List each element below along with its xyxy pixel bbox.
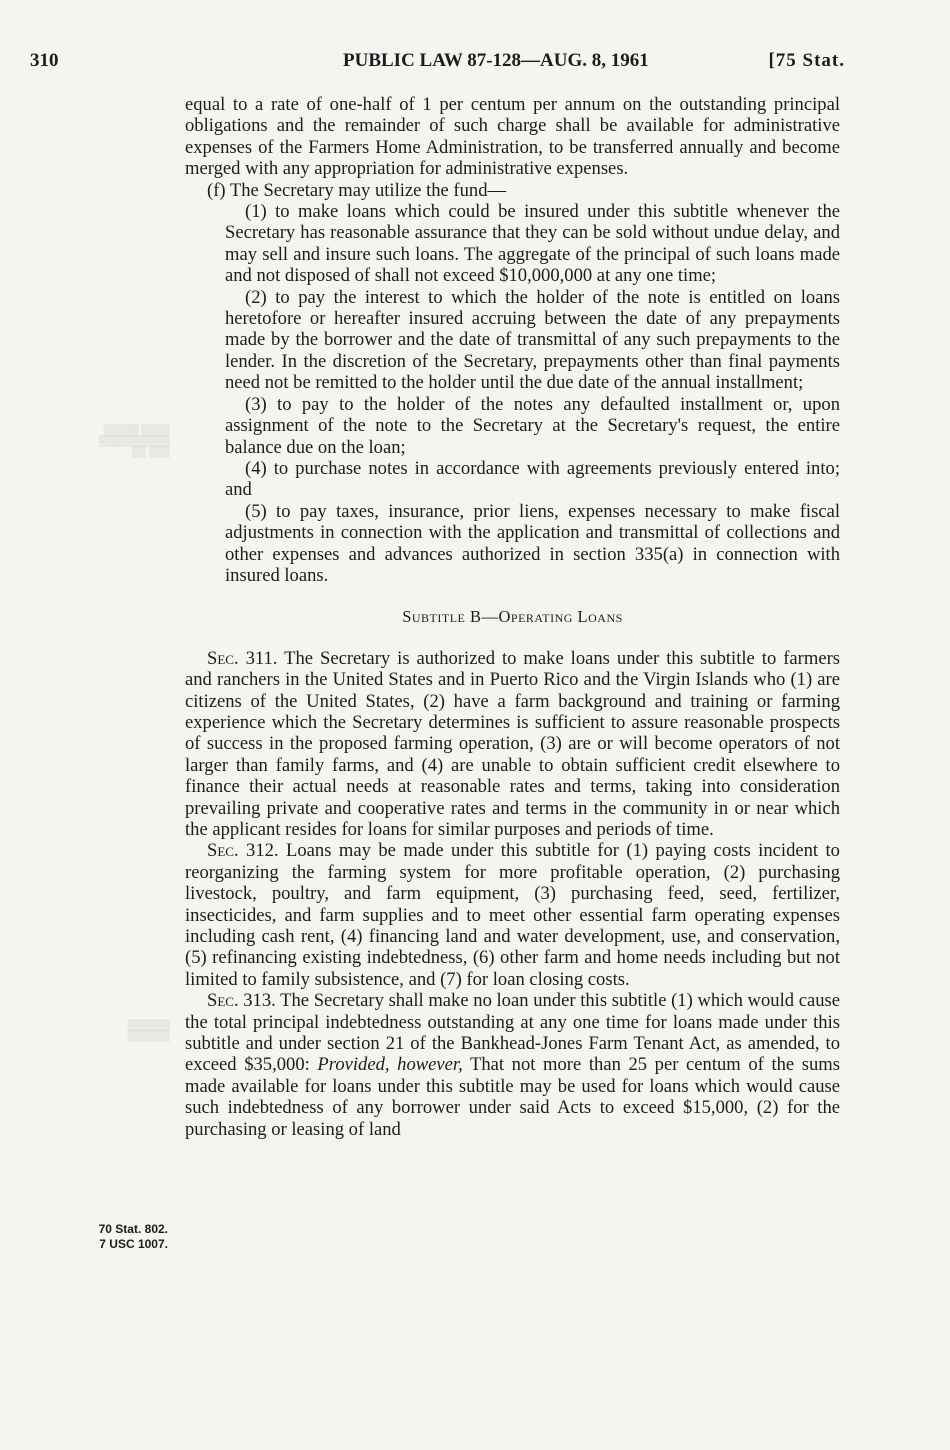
section-text: The Secretary shall make no loan under this subtitle (1) which would cause the total principal indebtedness outstanding at any one time for loans made under this subtitle and under section 21 of the Bankhead-Jones Farm Tenant Act, as amended, to exceed $35,000: <box>185 990 840 1076</box>
document-body <box>185 94 840 1140</box>
page-header <box>30 50 845 80</box>
section-label: Sec. 313. <box>207 990 276 1012</box>
margin-citation <box>38 1222 168 1252</box>
section-text: That not more than 25 per centum of the sums made available for loans under this subtitle may be used for loans which would cause such indebtedness of any borrower under said Acts to exceed $15,000, (2) for the purchasing or leasing of land <box>185 1054 840 1140</box>
section-text: The Secretary is authorized to make loans under this subtitle to farmers and ranchers in the United States and in Puerto Rico and the Virgin Islands who (1) are citizens of the United States, (2) have a farm background and training or farming experience which the Secretary determines is sufficient to assure reasonable prospects of success in the proposed farming operation, (3) are or will become operators of not larger than family farms, and (4) are unable to obtain sufficient credit elsewhere to finance their actual needs at reasonable rates and terms, taking into consideration prevailing private and cooperative rates and terms in the community in or near which the applicant resides for loans for similar purposes and periods of time. <box>185 647 841 840</box>
clause-2: (2) to pay the interest to which the holder of the note is entitled on loans heretofore or hereafter insured accruing between the date of any prepayments made by the borrower and the date of transmittal of any such prepayments to the lender. In the discretion of the Secretary, prepayments other than final payments need not be remitted to the holder until the due date of the annual installment; <box>225 286 840 394</box>
margin-citation-stat: 70 Stat. 802. <box>98 1222 168 1236</box>
paragraph-continuation: equal to a rate of one-half of 1 per centum per annum on the outstanding principal obligations and the remainder of such charge shall be available for administrative expenses of the Farmers Home Administration, to be transferred annually and become merged with any appropriation for administrative expenses. <box>185 94 840 180</box>
margin-citation-usc: 7 USC 1007. <box>99 1237 168 1251</box>
provided-however: Provided, however, <box>317 1054 463 1076</box>
section-311 <box>185 648 840 841</box>
bleed-through-note: ▒▒▒▒▒▒ ▒▒▒▒▒▒ <box>127 1020 170 1042</box>
subtitle-heading: Subtitle B—Operating Loans <box>402 607 623 627</box>
section-label: Sec. 312. <box>207 840 279 862</box>
section-label: Sec. 311. <box>207 647 278 669</box>
clause-5: (5) to pay taxes, insurance, prior liens, expenses necessary to make fiscal adjustments in connection with the application and transmittal of collections and other expenses and advances authorized in section 335(a) in connection with insured loans. <box>225 500 840 586</box>
paragraph-f-intro: (f) The Secretary may utilize the fund— <box>207 179 507 201</box>
bleed-through-note: ▒▒▒▒▒ ▒▒▒▒ ▒▒▒▒▒▒▒▒▒▒ ▒▒ ▒▒▒ <box>99 425 170 458</box>
clause-4: (4) to purchase notes in accordance with agreements previously entered into; and <box>225 457 840 501</box>
page-title: PUBLIC LAW 87-128—AUG. 8, 1961 <box>343 50 649 71</box>
statute-reference: [75 Stat. <box>768 50 845 71</box>
page-number: 310 <box>30 50 59 71</box>
clause-1: (1) to make loans which could be insured under this subtitle whenever the Secretary has reasonable assurance that they can be sold without undue delay, and may sell and insure such loans. The aggregate of the principal of such loans made and not disposed of shall not exceed $10,000,000 at any one time; <box>225 201 840 287</box>
clause-3: (3) to pay to the holder of the notes any defaulted installment or, upon assignment of the note to the Secretary at the Secretary's request, the entire balance due on the loan; <box>225 393 840 458</box>
section-313 <box>185 990 840 1140</box>
section-text: Loans may be made under this subtitle for (1) paying costs incident to reorganizing the farming system for more profitable operation, (2) purchasing livestock, poultry, and farm equipment, (3) purchasing feed, seed, fertilizer, insecticides, and farm supplies and to meet other essential farm operating expenses including cash rent, (4) financing land and water development, use, and conservation, (5) refinancing existing indebtedness, (6) other farm and home needs including but not limited to family subsistence, and (7) for loan closing costs. <box>185 840 840 990</box>
section-312 <box>185 840 840 990</box>
